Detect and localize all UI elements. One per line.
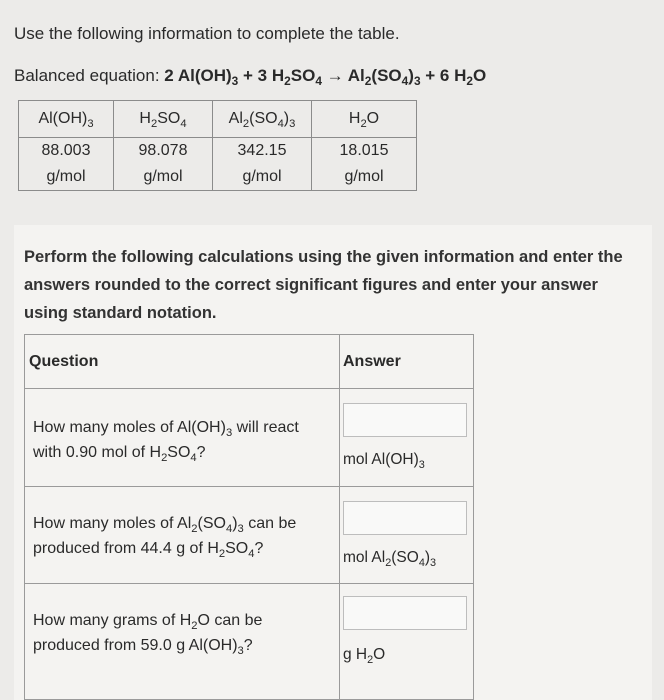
unit-aloh3: g/mol [19, 164, 114, 191]
header-h2o: $H_2O$ [312, 101, 417, 138]
questions-table [24, 334, 474, 700]
value-h2so4: 98.078 [114, 138, 213, 165]
question-text-2: How many moles of $Al_2(SO_4)_3$ can be produced from 44.4 g of $H_2SO_4$? [33, 515, 297, 560]
header-aloh3: $Al(OH)_3$ [19, 101, 114, 138]
molar-mass-value-row [19, 138, 417, 165]
question-row-2 [25, 487, 473, 584]
header-h2so4: $H_2SO_4$ [114, 101, 213, 138]
value-al2so43: 342.15 [213, 138, 312, 165]
question-row-1 [25, 389, 473, 487]
value-h2o: 18.015 [312, 138, 417, 165]
molar-mass-table [18, 100, 417, 191]
molar-mass-header-row [19, 101, 417, 138]
answer-input-1[interactable] [343, 403, 467, 437]
question-text-3: How many grams of $H_2O$ can be produced from 59.0 g $Al(OH)_3$? [33, 612, 263, 657]
question-panel [14, 225, 652, 700]
answer-unit-2: mol $Al_2(SO_4)_3$ [343, 549, 437, 569]
answer-header: Answer [343, 353, 401, 370]
intro-text: Use the following information to complete the table. [14, 24, 400, 43]
unit-al2so43: g/mol [213, 164, 312, 191]
unit-h2o: g/mol [312, 164, 417, 191]
answer-unit-3: g $H_2O$ [343, 646, 386, 666]
answer-unit-1: mol $Al(OH)_3$ [343, 451, 425, 471]
question-text-1: How many moles of $Al(OH)_3$ will react with 0.90 mol of $H_2SO_4$? [33, 419, 299, 464]
value-aloh3: 88.003 [19, 138, 114, 165]
questions-header-row [25, 335, 473, 389]
answer-input-2[interactable] [343, 501, 467, 535]
header-al2so43: $Al_2(SO_4)_3$ [213, 101, 312, 138]
instructions: Perform the following calculations using the given information and enter the answers rounded to the correct significant figures and enter your answer using standard notation. [24, 248, 623, 322]
balanced-equation: Balanced equation: 2 $Al(OH)_3 + 3$ $H_2SO_4 \to Al_2(SO_4)_3 + 6$ $H_2O$ [14, 66, 487, 89]
question-header: Question [29, 353, 99, 370]
unit-h2so4: g/mol [114, 164, 213, 191]
answer-input-3[interactable] [343, 596, 467, 630]
question-row-3 [25, 584, 473, 699]
molar-mass-unit-row [19, 164, 417, 191]
